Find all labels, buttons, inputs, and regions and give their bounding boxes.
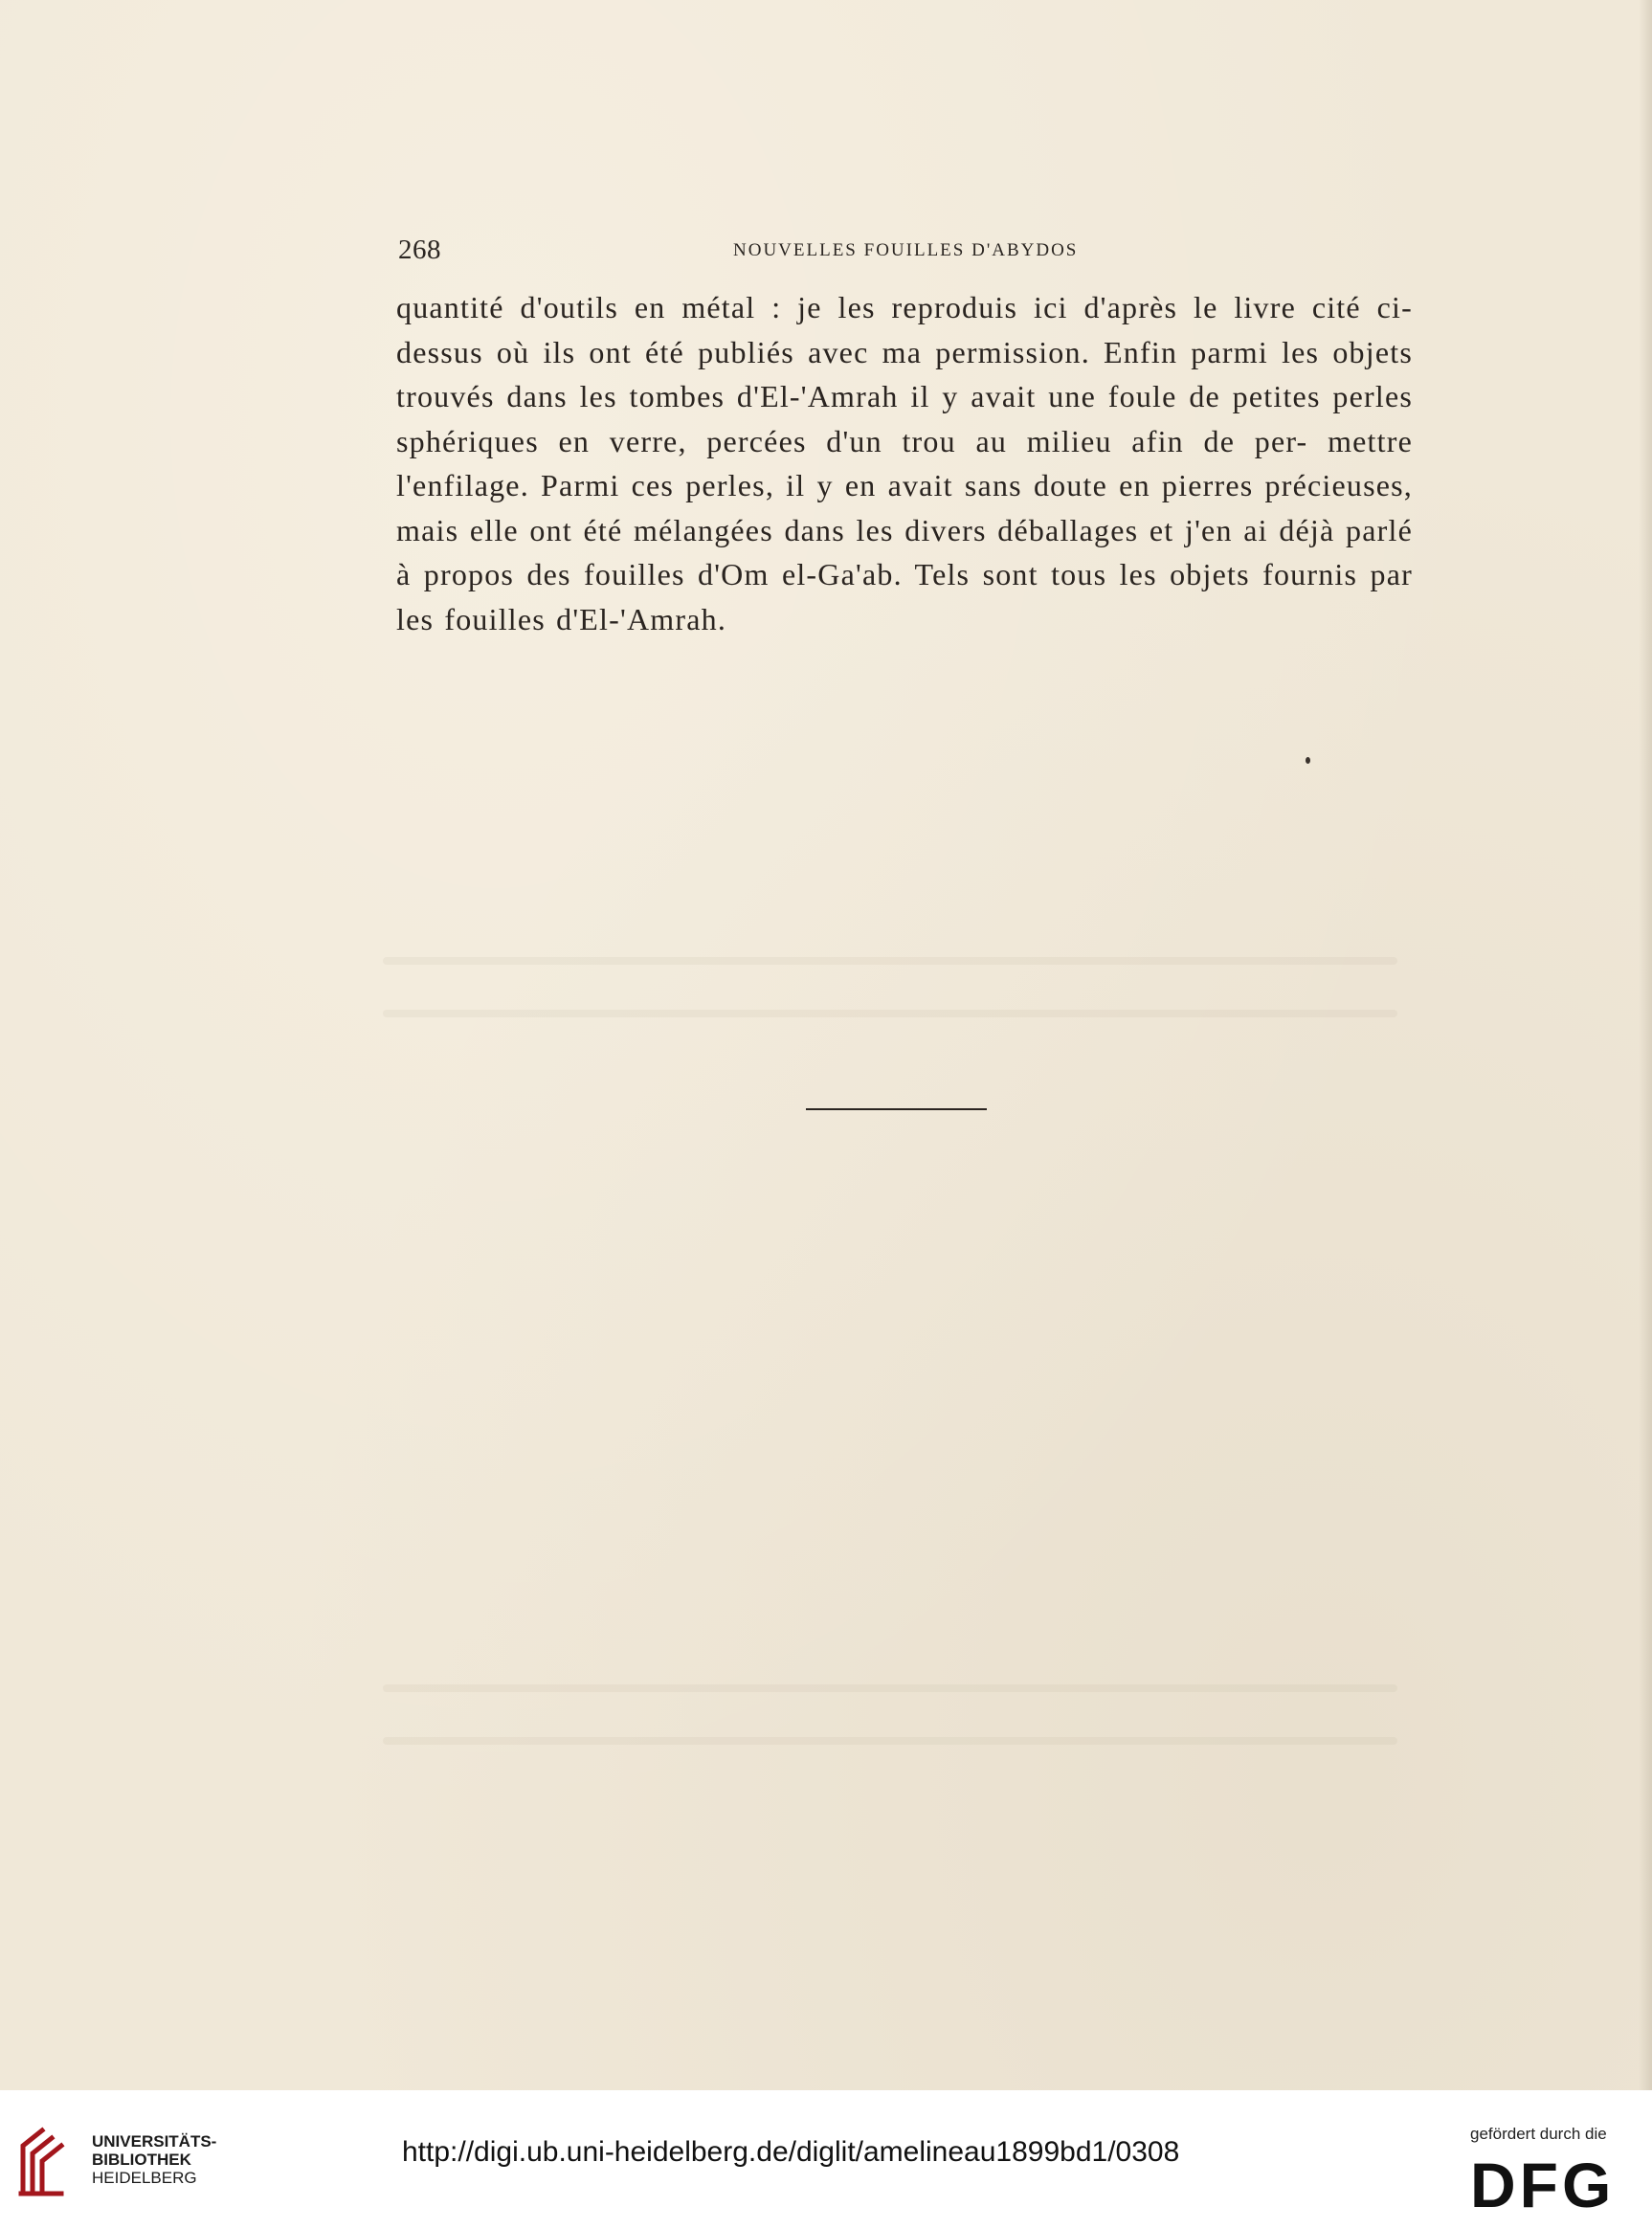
show-through-line: [383, 1010, 1397, 1017]
text-line: trouvés dans les tombes d'El-'Amrah il y avait une foule de petites: [396, 379, 1333, 413]
text-line: quantité d'outils en métal : je les reproduis ici d'après le livre cité ci-: [396, 290, 1413, 324]
show-through-line: [383, 1684, 1397, 1692]
running-head: [398, 234, 1411, 273]
text-line: mettre l'enfilage. Parmi ces perles, il y en avait sans doute en pierres: [396, 423, 1413, 502]
text-line: objets fournis par les fouilles d'El-'Amrah.: [396, 557, 1413, 636]
running-title: NOUVELLES FOUILLES D'ABYDOS: [733, 240, 1079, 260]
text-line: perles sphériques en verre, percées d'un trou au milieu afin de per-: [396, 379, 1413, 458]
dfg-logo: DFG: [1470, 2150, 1616, 2220]
funder-caption: gefördert durch die: [1470, 2125, 1607, 2143]
digitization-footer: [0, 2090, 1652, 2229]
page-number: 268: [398, 234, 441, 265]
end-rule: [806, 1108, 987, 1110]
library-name-line: HEIDELBERG: [92, 2169, 197, 2187]
text-line: j'en ai déjà parlé à propos des fouilles d'Om el-Ga'ab. Tels sont tous les: [396, 512, 1413, 591]
library-logo-icon: [15, 2125, 69, 2197]
text-line: dessus où ils ont été publiés avec ma permission. Enfin parmi les objets: [396, 334, 1413, 369]
ink-speck: [1306, 757, 1310, 764]
library-name-line: BIBLIOTHEK: [92, 2151, 191, 2169]
library-name: [92, 2132, 216, 2187]
show-through-line: [383, 957, 1397, 965]
library-name-line: UNIVERSITÄTS-: [92, 2132, 217, 2151]
body-paragraph: [396, 285, 1413, 641]
permalink-url[interactable]: http://digi.ub.uni-heidelberg.de/diglit/amelineau1899bd1/0308: [402, 2136, 1180, 2168]
page-edge-shadow: [1639, 0, 1652, 2090]
show-through-line: [383, 1737, 1397, 1745]
text-line: précieuses, mais elle ont été mélangées dans les divers déballages et: [396, 468, 1413, 547]
